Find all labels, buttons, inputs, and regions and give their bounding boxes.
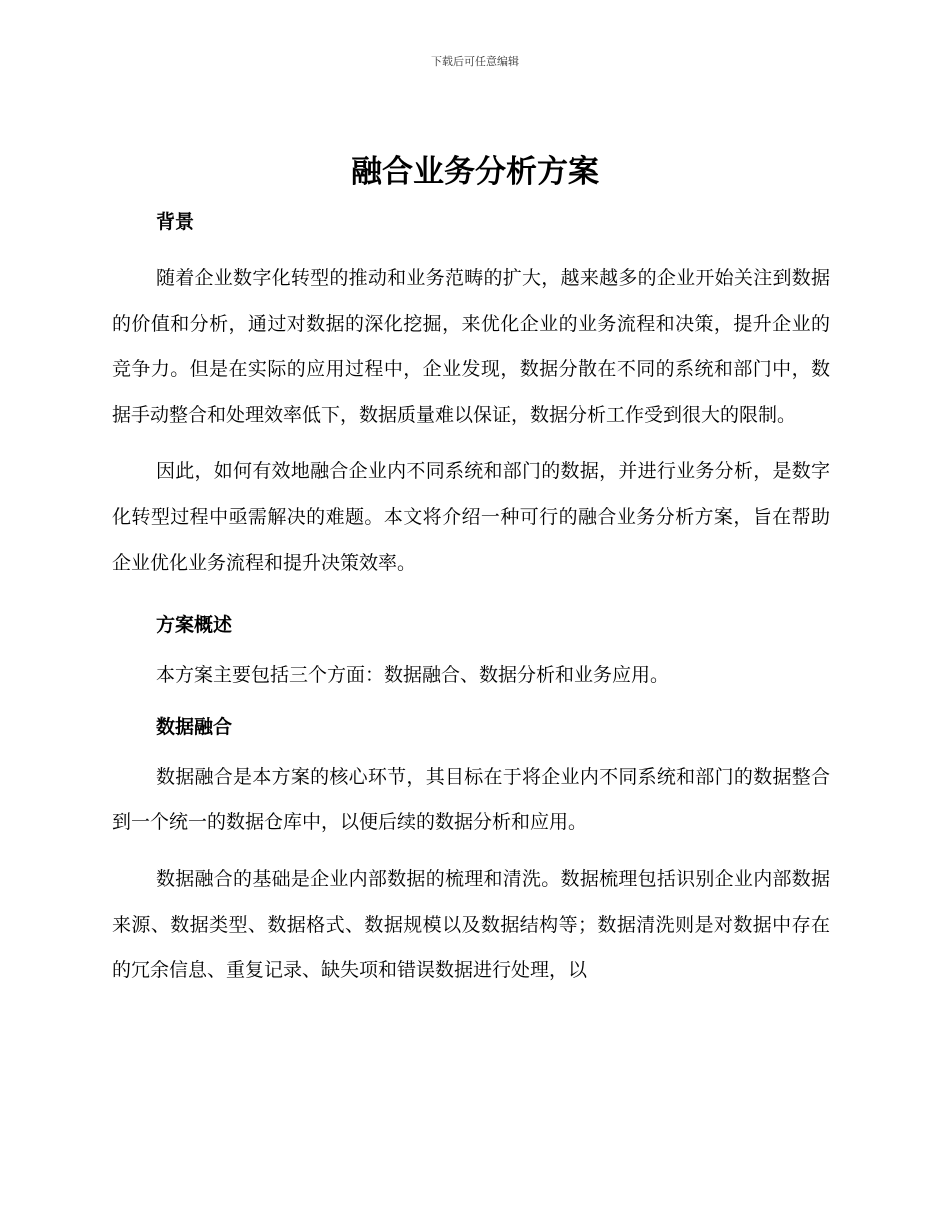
document-body (112, 205, 830, 994)
section-heading-data-fusion: 数据融合 (156, 715, 233, 738)
section-heading-background: 背景 (156, 211, 195, 233)
paragraph: 随着企业数字化转型的推动和业务范畴的扩大，越来越多的企业开始关注到数据的价值和分析，通过对数据的深化挖掘，来优化企业的业务流程和决策，提升企业的竞争力。但是在实际的应用过程中，企业发现，数据分散在不同的系统和部门中，数据手动整合和处理效率低下，数据质量难以保证，数据分析工作受到很大的限制。 (112, 267, 830, 426)
paragraph: 数据融合的基础是企业内部数据的梳理和清洗。数据梳理包括识别企业内部数据来源、数据类型、数据格式、数据规模以及数据结构等；数据清洗则是对数据中存在的冗余信息、重复记录、缺失项和错误数据进行处理，以 (112, 867, 830, 982)
document-title: 融合业务分析方案 (351, 154, 599, 190)
header-note: 下载后可任意编辑 (431, 55, 519, 68)
section-heading-overview: 方案概述 (156, 614, 233, 637)
paragraph: 数据融合是本方案的核心环节，其目标在于将企业内不同系统和部门的数据整合到一个统一的数据仓库中，以便后续的数据分析和应用。 (112, 765, 830, 834)
paragraph: 因此，如何有效地融合企业内不同系统和部门的数据，并进行业务分析，是数字化转型过程中亟需解决的难题。本文将介绍一种可行的融合业务分析方案，旨在帮助企业优化业务流程和提升决策效率。 (112, 460, 830, 574)
paragraph: 本方案主要包括三个方面：数据融合、数据分析和业务应用。 (156, 664, 670, 687)
